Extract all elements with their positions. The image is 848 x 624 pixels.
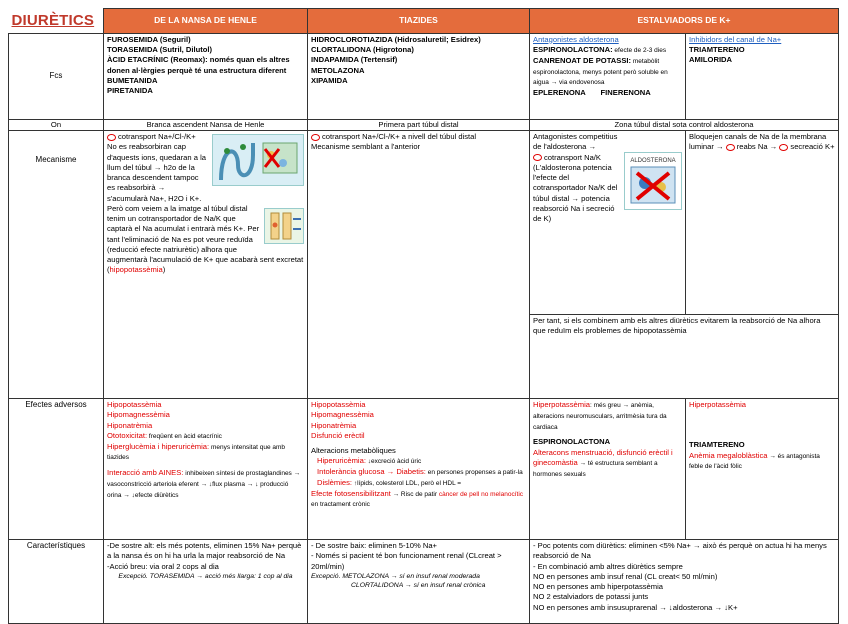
- canrenoat-desc: metabòlit espironolactona, menys potent però soluble en aigua → via endovenosa: [533, 57, 668, 87]
- tubule-diagram-image: [264, 208, 304, 244]
- drug-finerenona: FINERENONA: [600, 88, 651, 98]
- espironolactona-desc: efecte de 2-3 dies: [612, 47, 667, 54]
- mec-canal-secrecio: secreació K+: [790, 142, 835, 152]
- henle-hiponatremia: Hiponatrèmia: [107, 420, 153, 430]
- tiaz-alteracions: Alteracions metabòliques: [311, 446, 396, 455]
- drug-canrenoat: CANRENOAT DE POTASSI:: [533, 55, 632, 65]
- red-circle-mark: [311, 134, 320, 141]
- mec-henle-text1: No es reabsorbiran cap d'aquests ions, quedaran a la llum del túbul → h2o de la branca descendent tampoc es reabsorbirà → s'acumularà Na+, H2O i K+.: [107, 142, 206, 203]
- tiaz-hipomagnesemia: Hipomagnessèmia: [311, 410, 374, 420]
- on-henle: Branca ascendent Nansa de Henle: [104, 119, 308, 130]
- header-henle: DE LA NANSA DE HENLE: [104, 9, 308, 34]
- on-tiazides: Primera part túbul distal: [308, 119, 530, 130]
- fcs-aldo-cell: [530, 33, 686, 119]
- hipopotassemia-highlight: hipopotassèmia: [109, 265, 163, 275]
- tiaz-dislemies: Dislèmies:: [317, 477, 353, 487]
- caract-estalv-l1: - Poc potents com diürètics: eliminen <5% Na+ → això és perquè on actua hi ha menys reabsorció de Na: [533, 541, 827, 561]
- mecanisme-henle-cell: [104, 131, 308, 399]
- tiaz-disfuncio: Disfunció erèctil: [311, 430, 365, 440]
- mecanisme-aldo-cell: [530, 131, 686, 315]
- drug-triamtereno: TRIAMTERENO: [689, 45, 745, 54]
- aldo-antagonists-heading: Antagonistes aldosterona: [533, 34, 619, 44]
- row-label-efectes: Efectes adversos: [9, 399, 104, 540]
- row-label-caracteristiques: Característiques: [9, 540, 104, 624]
- mecanisme-canal-cell: [686, 131, 839, 315]
- canal-hiperpotassemia: Hiperpotassèmia: [689, 400, 746, 409]
- henle-hiperglucemia: Hiperglucèmia i hiperuricèmia:: [107, 441, 210, 451]
- caract-tiazides-l4: CLORTALIDONA → sí en insuf renal crònica: [351, 581, 486, 589]
- fcs-canal-cell: [686, 33, 839, 119]
- caract-estalv-l4: NO en persones amb hiperpotassèmia: [533, 582, 664, 591]
- fig-aldosterone-label: ALDOSTERONA: [630, 158, 676, 164]
- canal-anemia: Anèmia megaloblàstica: [689, 450, 768, 460]
- tiaz-hiponatremia: Hiponatrèmia: [311, 420, 357, 430]
- caract-estalv-l3: NO en persones amb insuf renal (CL creat< 50 ml/min): [533, 571, 718, 581]
- aldo-espironolactona: ESPIRONOLACTONA: [533, 437, 611, 447]
- caract-estalviadors-cell: [530, 540, 839, 624]
- drug-indapamida: INDAPAMIDA (Tertensif): [311, 55, 398, 65]
- mecanisme-combina-cell: [530, 315, 839, 399]
- caract-henle-l3: Excepció. TORASEMIDA → acció més llarga: 1 cop al dia: [118, 572, 293, 580]
- caract-tiazides-l3: Excepció. METOLAZONA → sí en insuf renal moderada: [311, 572, 480, 580]
- caract-tiazides-l2: - Només si pacient té bon funcionament renal (CLcreat > 20ml/min): [311, 551, 502, 571]
- fcs-tiazides-cell: [308, 33, 530, 119]
- efectes-canal-cell: Hiperpotassèmia TRIAMTERENO Anèmia megaloblàstica → és antagonista feble de l'àcid fòlic: [686, 399, 839, 540]
- mec-aldo-cotransport: cotransport Na/K (L'aldosterona potencia l'efecte del cotransportador Na/K del túbul distal → potencia reabsorció Na i secreció de K): [533, 152, 618, 223]
- header-estalviadors: ESTALVIADORS DE K+: [530, 9, 839, 34]
- caract-estalv-l5: NO 2 estalviadors de potassi junts: [533, 592, 649, 602]
- mec-aldo-antagonists: Antagonistes competitius de l'aldosterona →: [533, 132, 618, 152]
- tiaz-hiperuricemia: Hiperuricèmia:: [317, 456, 366, 466]
- row-label-on: On: [9, 119, 104, 130]
- tiaz-fotosensibilitzant: Efecte fotosensibilitzant: [311, 488, 391, 498]
- drug-espironolactona: ESPIRONOLACTONA:: [533, 45, 613, 54]
- canal-triamtereno: TRIAMTERENO: [689, 440, 745, 450]
- drug-xipamida: XIPAMIDA: [311, 75, 348, 85]
- diuretics-sheet: [8, 8, 838, 624]
- aldo-hiperpotassemia: Hiperpotassèmia: [533, 400, 590, 409]
- red-circle-mark: [533, 154, 542, 161]
- header-tiazides: TIAZIDES: [308, 9, 530, 34]
- drug-clortalidona: CLORTALIDONA (Higrotona): [311, 45, 414, 54]
- caract-tiazides-cell: [308, 540, 530, 624]
- drug-metolazona: METOLAZONA: [311, 65, 365, 75]
- page-title: DIURÈTICS: [9, 9, 104, 34]
- caract-estalv-l6: NO en persones amb insusuprarenal → ↓aldosterona → ↓K+: [533, 602, 738, 612]
- fcs-henle-cell: [104, 33, 308, 119]
- drug-amilorida: AMILORIDA: [689, 55, 733, 65]
- caract-tiazides-l1: - De sostre baix: eliminen 5-10% Na+: [311, 541, 437, 550]
- henle-hipopotassemia: Hipopotassèmia: [107, 400, 162, 409]
- diuretics-table: [8, 8, 839, 624]
- tiaz-intolerancia: Intolerància glucosa → Diabetis:: [317, 467, 426, 477]
- caract-henle-cell: [104, 540, 308, 624]
- mec-henle-cotransport: cotransport Na+/Cl-/K+: [118, 132, 196, 141]
- mec-canal-reabs: reabs Na →: [736, 142, 778, 152]
- mec-tiazides-semblant: Mecanisme semblant a l'anterior: [311, 142, 421, 152]
- mec-henle-text2: Però com veiem a la imatge al túbul distal tenim un cotransportador de Na/K que captarà el Na acumulat i entrarà més K+. Per tant l'eliminació de Na es pot veure reduïda (reducció efecte natriurètic) alhora que augmentarà l'acumulació de K+ que acabarà sent excretat (hipopotassèmia): [107, 203, 304, 275]
- drug-furosemida: FUROSEMIDA (Seguril): [107, 34, 191, 44]
- aldosterone-diagram-image: [624, 152, 682, 210]
- drug-piretanida: PIRETANIDA: [107, 86, 153, 95]
- on-estalviadors: Zona túbul distal sota control aldosterona: [530, 119, 839, 130]
- henle-ototoxicitat: Ototoxicitat:: [107, 430, 148, 440]
- red-circle-mark: [726, 144, 735, 151]
- channel-inhibitors-heading: Inhibidors del canal de Na+: [689, 34, 782, 44]
- efectes-aldo-cell: Hiperpotassèmia: més greu → anèmia, alteracions neuromusculars, arritmèsia tura da cardiaca ESPIRONOLACTONA Alteracons menstruació, disfunció erèctil i ginecomàstia → té estructura semblant a hormones sexuals: [530, 399, 686, 540]
- drug-hidroclorotiazida: HIDROCLOROTIAZIDA (Hidrosaluretil; Esidrex): [311, 34, 481, 44]
- row-label-mecanisme: Mecanisme: [9, 131, 104, 399]
- aldo-alteracions-menstruacio: Alteracons menstruació, disfunció erèctil i ginecomàstia: [533, 447, 673, 467]
- caract-estalv-l2: - En combinació amb altres diürètics sempre: [533, 561, 683, 571]
- caract-henle-l2: -Acció breu: via oral 2 cops al dia: [107, 561, 219, 571]
- mec-tiazides-cotransport: cotransport Na+/Cl-/K+ a nivell del túbul distal: [322, 132, 477, 141]
- drug-bumetanida: BUMETANIDA: [107, 75, 158, 85]
- caract-henle-l1: -De sostre alt: els més potents, eliminen 15% Na+ perquè a la nansa és on hi ha urla la major reabsorció de Na: [107, 541, 302, 561]
- mecanisme-tiazides-cell: [308, 131, 530, 399]
- henle-hipomagnesemia: Hipomagnessèmia: [107, 410, 170, 420]
- henle-aines: Interacció amb AINES:: [107, 468, 184, 478]
- mec-canal-block: Bloquejen canals de Na de la membrana luminar →: [689, 132, 827, 152]
- row-label-fcs: Fcs: [9, 33, 104, 119]
- efectes-tiazides-cell: Hipopotassèmia Hipomagnessèmia Hiponatrèmia Disfunció erèctil Alteracions metabòliques Hiperuricèmia: ↓excreció àcid úric Intolerància glucosa → Diabetis: en persones propenses a patir-la Dislèmies: ↑lípids, colesterol LDL, però el HDL = Efecte fotosensibilitzant → Risc de patir càncer de pell no melanocític en tractament crònic: [308, 399, 530, 540]
- nephron-diagram-image: [212, 134, 304, 186]
- drug-torasemida: TORASEMIDA (Sutril, Dilutol): [107, 45, 213, 54]
- mec-combina-text: Per tant, si els combinem amb els altres diürètics evitarem la reabsorció de Na alhora que reduïm els problemes de hipopotassèmia: [533, 316, 821, 336]
- red-circle-mark: [779, 144, 788, 151]
- tiaz-hipopotassemia: Hipopotassèmia: [311, 400, 366, 409]
- drug-acid-etacrinic: ÀCID ETACRÍNIC (Reomax): només quan els altres donen al·lèrgies perquè té una estructura diferent: [107, 55, 290, 75]
- drug-eplerenona: EPLERENONA: [533, 88, 586, 98]
- red-circle-mark: [107, 134, 116, 141]
- efectes-henle-cell: Hipopotassèmia Hipomagnessèmia Hiponatrèmia Ototoxicitat: freqüent en àcid etacrínic Hiperglucèmia i hiperuricèmia: menys intensitat que amb tiazides Interacció amb AINES: inhibeixen síntesi de prostaglandines → vasoconstricció arteriola eferent → ↓flux plasma → ↓ producció orina → ↓efecte diürètics: [104, 399, 308, 540]
